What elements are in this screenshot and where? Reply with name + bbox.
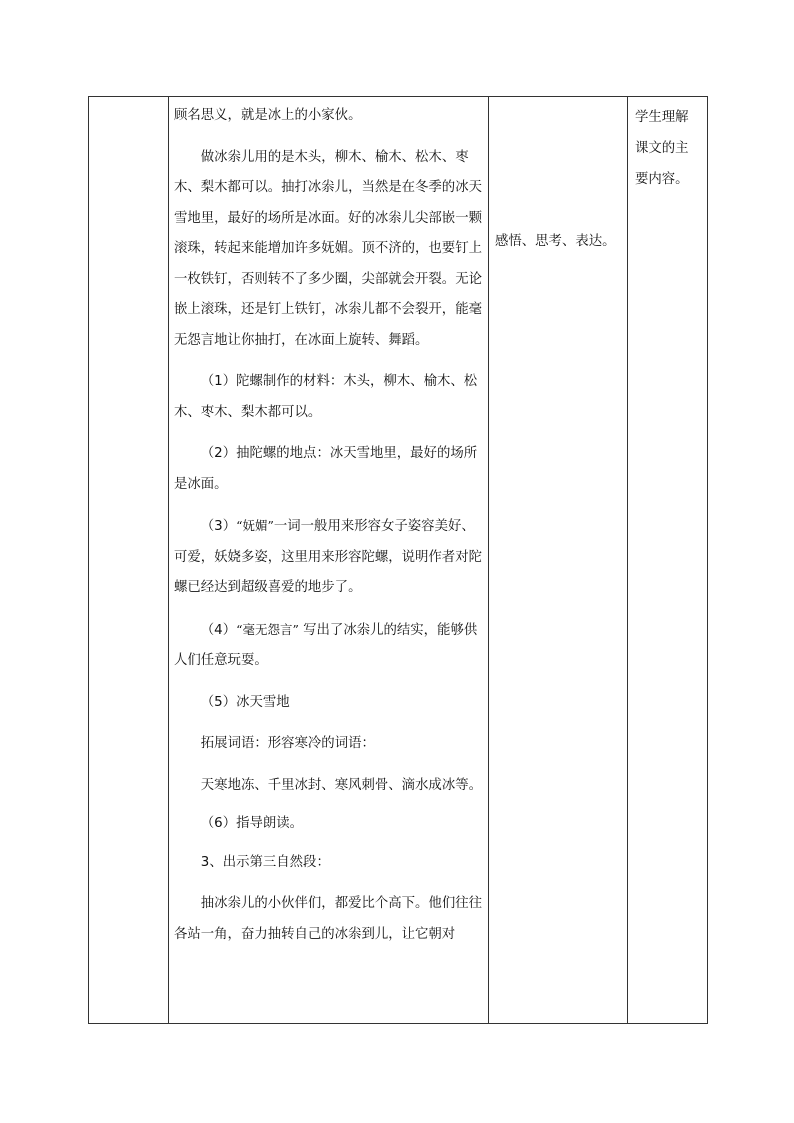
teaching-process-cell	[169, 97, 489, 1024]
student-activity-cell	[628, 97, 708, 1024]
empty-cell	[89, 97, 169, 1024]
paragraph: 顾名思义，就是冰上的小家伙。	[174, 108, 362, 123]
quoted-term: “妩媚”	[236, 518, 274, 533]
paragraph: 拓展词语：形容寒冷的词语：	[200, 736, 375, 751]
student-activity-text: 学生理解课文的主要内容。	[635, 110, 689, 187]
table-row	[89, 97, 708, 1024]
paragraph-prefix: （4）	[200, 622, 237, 638]
paragraph	[174, 511, 483, 604]
paragraph: 天寒地冻、千里冰封、寒风刺骨、滴水成冰等。	[200, 777, 482, 793]
method-cell	[489, 97, 628, 1024]
lesson-plan-table	[88, 96, 708, 1024]
paragraph: 抽冰尜儿的小伙伴们，都爱比个高下。他们往往各站一角，奋力抽转自己的冰尜到儿，让它朝对	[174, 896, 482, 942]
paragraph	[174, 615, 483, 677]
quoted-term: “毫无怨言”	[236, 621, 299, 637]
paragraph-rest: 一词一般用来形容女子姿容美好、可爱，妖娆多姿，这里用来形容陀螺，说明作者对陀螺已经达到超级喜爱的地步了。	[174, 519, 482, 595]
method-text: 感悟、思考、表达。	[495, 234, 616, 249]
paragraph-prefix: （3）	[200, 519, 237, 534]
teaching-process-content	[169, 97, 488, 1023]
paragraph: 做冰尜儿用的是木头，柳木、榆木、松木、枣木、梨木都可以。抽打冰尜儿，当然是在冬季的冰天雪地里，最好的场所是冰面。好的冰尜儿尖部嵌一颗滚珠，转起来能增加许多妩媚。顶不济的，也要钉上一枚铁钉，否则转不了多少圈，尖部就会开裂。无论嵌上滚珠，还是钉上铁钉，冰尜儿都不会裂开，能毫无怨言地让你抽打，在冰面上旋转、舞蹈。	[174, 149, 482, 348]
paragraph: （2）抽陀螺的地点：冰天雪地里，最好的场所是冰面。	[174, 446, 478, 492]
paragraph: 3、出示第三自然段：	[200, 854, 330, 870]
paragraph: （5）冰天雪地	[200, 694, 290, 710]
paragraph: （1）陀螺制作的材料：木头，柳木、榆木、松木、枣木、梨木都可以。	[174, 374, 478, 420]
paragraph: （6）指导朗读。	[200, 816, 304, 831]
paragraph-rest: 写出了冰尜儿的结实，能够供人们任意玩耍。	[174, 622, 478, 668]
